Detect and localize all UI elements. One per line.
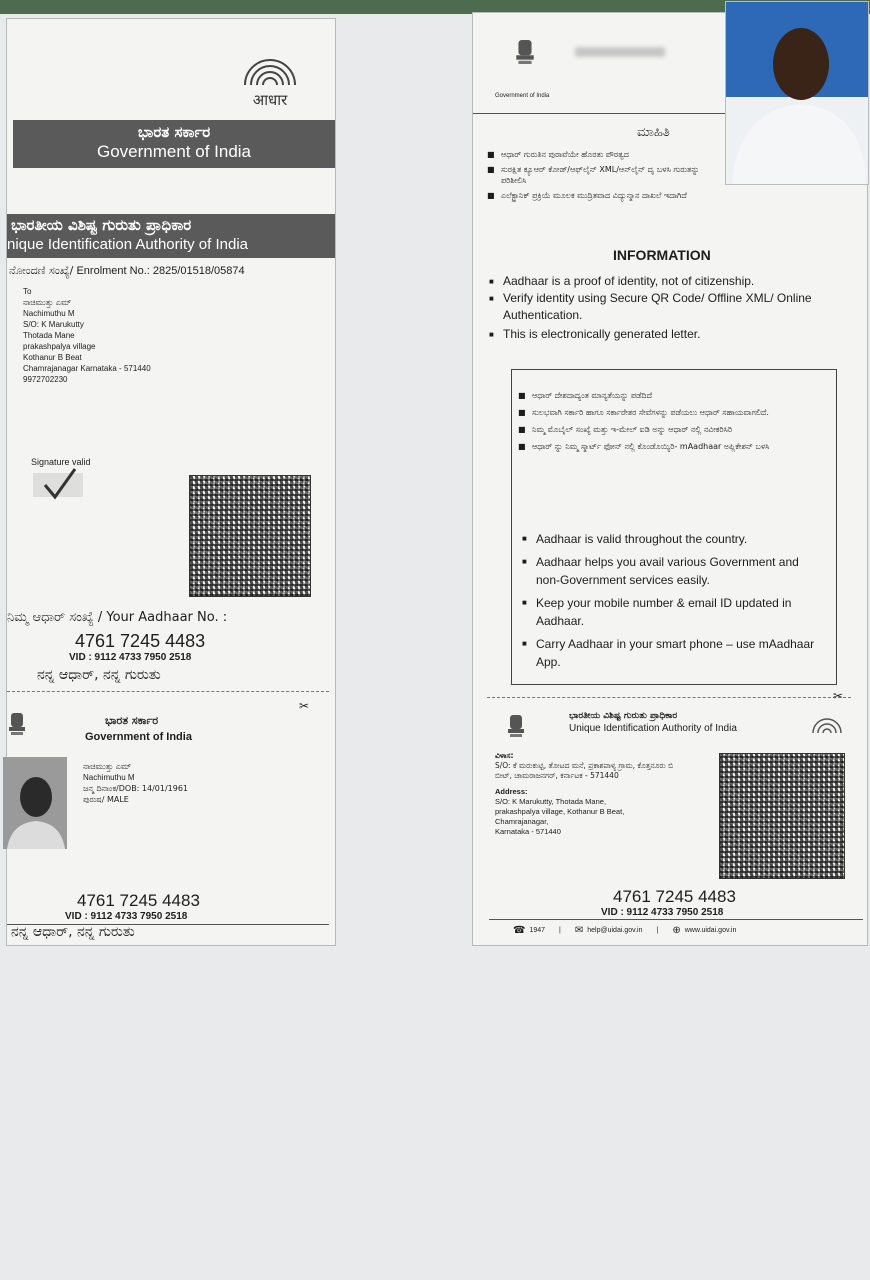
card-dob: ಜನ್ಮ ದಿನಾಂಕ/DOB: 14/01/1961 [83,784,189,793]
info-kannada-item: ■ ಎಲೆಕ್ಟ್ರಾನಿಕ್ ಪ್ರಕ್ರಿಯೆ ಮೂಲಕ ಮುದ್ರಿತವಾದ ವಿದ್ಯುನ್ಮಾನ ದಾಖಲೆ ಇದಾಗಿದೆ [487,190,727,201]
card-gender: ಪುರುಷ/ MALE [83,795,129,804]
footer-web: www.uidai.gov.in [684,927,737,934]
card-details [83,761,283,805]
emblem-caption: Government of India [495,93,550,99]
card-government-kannada: ಭಾರತ ಸರ್ಕಾರ [105,714,159,727]
card-aadhaar-number: 4761 7245 4483 [77,891,200,910]
uidai-band [7,214,335,258]
box-english-item: ■ Carry Aadhaar in your smart phone – use mAadhaar App. [522,635,822,671]
address-kannada-label: ವಿಳಾಸ: [495,751,514,760]
card-divider [489,919,863,920]
emblem-icon [513,37,537,67]
address-line: S/O: K Marukutty, Thotada Mane, [495,797,607,806]
government-english: Government of India [96,142,252,161]
box-kannada-item: ■ ನಿಮ್ಮ ಮೊಬೈಲ್ ಸಂಖ್ಯೆ ಮತ್ತು ಇ-ಮೇಲ್ ಐಡಿ ಅನ್ನು ಆಧಾರ್ ನಲ್ಲಿ ನವೀಕರಿಸಿರಿ [518,424,818,435]
address-kannada: S/O: ಕೆ ಮರುಕುಟ್ಟಿ, ತೋಟದ ಮನೆ, ಪ್ರಕಾಶಪಾಳ್ಯ ಗ್ರಾಮ, ಕೊತ್ತನೂರು ಬಿ ಬೀಟ್, ಚಾಮರಾಜನಗರ್, ಕರ್ನಾಟಕ - 571440 [495,761,674,780]
card-uidai-english: Unique Identification Authority of India [569,723,737,734]
uidai-english: nique Identification Authority of India [7,236,248,253]
address-line: Chamrajanagar, [495,817,549,826]
info-title: INFORMATION [613,247,711,263]
qr-code [189,475,311,597]
enrolment-number: Enrolment No.: 2825/01518/05874 [76,265,245,277]
card-name-english: Nachimuthu M [83,773,135,782]
address-line: Nachimuthu M [23,309,75,318]
emblem-icon [505,713,527,739]
aadhaar-letter-right [472,12,868,946]
address-line: Kothanur B Beat [23,353,82,362]
fingerprint-icon [235,57,305,87]
address-line: prakashpalya village [23,342,96,351]
box-kannada-item: ■ ಆಧಾರ್ ನ್ನು ನಿಮ್ಮ ಸ್ಮಾರ್ಟ್ ಫೋನ್ ನಲ್ಲಿ ಕೊಂಡೊಯ್ಯಿರಿ- mAadhaar ಅಪ್ಲಿಕೇಶನ್ ಬಳಸಿ [518,441,818,452]
address-line: To [23,287,32,296]
box-english-item: ■ Aadhaar helps you avail various Government and non-Government services easily. [522,553,822,589]
aadhaar-logo-small [807,713,847,735]
footer-phone: 1947 [529,927,546,934]
card-name-kannada: ನಾಚಿಮುತ್ತು ಎಮ್ [83,762,132,771]
address-line: 9972702230 [23,375,68,384]
card-vid: VID : 9112 4733 7950 2518 [65,911,188,922]
info-english-item: ■ Aadhaar is a proof of identity, not of citizenship. [489,273,849,290]
box-kannada-item: ■ ಸುಲಭವಾಗಿ ಸರ್ಕಾರಿ ಹಾಗೂ ಸರ್ಕಾರೇತರ ಸೇವೆಗಳನ್ನು ಪಡೆಯಲು ಆಧಾರ್ ಸಹಾಯವಾಗಲಿದೆ. [518,407,818,418]
scissors-icon: ✂ [833,689,844,703]
aadhaar-letter-left [6,18,336,946]
address-line: Karnataka - 571440 [495,827,561,836]
card-uidai-kannada: ಭಾರತೀಯ ವಿಶಿಷ್ಟ ಗುರುತು ಪ್ರಾಧಿಕಾರ [569,711,678,721]
info-english-item: ■ This is electronically generated letter. [489,326,849,343]
enrolment-line [9,264,245,278]
address-line: Thotada Mane [23,331,75,340]
recipient-address [23,286,243,385]
phone-icon: ☎ [513,925,526,936]
card-aadhaar-number: 4761 7245 4483 [613,887,736,906]
box-english-item: ■ Aadhaar is valid throughout the country. [522,530,822,548]
info-kannada-title: ಮಾಹಿತಿ [637,125,670,140]
cut-line [487,697,851,698]
address-line: Chamrajanagar Karnataka - 571440 [23,364,151,373]
box-kannada-list [518,390,818,452]
uidai-kannada: ಭಾರತೀಯ ವಿಶಿಷ್ಟ ಗುರುತು ಪ್ರಾಧಿಕಾರ [11,216,192,234]
email-icon: ✉ [574,925,584,936]
box-english-item: ■ Keep your mobile number & email ID updated in Aadhaar. [522,594,822,630]
holder-photo-large [725,1,869,185]
aadhaar-logo [235,57,305,109]
footer-separator: | [559,927,561,934]
redacted-bar [575,47,665,57]
qr-code [719,753,845,879]
address-line: ನಾಚಿಮುತ್ತು ಎಮ್ [23,298,72,307]
card-slogan: ನನ್ನ ಆಧಾರ್, ನನ್ನ ಗುರುತು [11,924,135,940]
check-mark-icon [31,467,91,501]
card-footer [513,925,863,936]
footer-email: help@uidai.gov.in [587,927,643,934]
info-kannada-item: ■ ಸುರಕ್ಷಿತ ಕ್ಯೂಆರ್ ಕೋಡ್/ಆಫ್‌ಲೈನ್ XML/ಆನ್‌ಲೈನ್ ದೃ ಬಳಸಿ ಗುರುತನ್ನು ಪರಿಶೀಲಿಸಿ [487,164,727,186]
aadhaar-logo-text: आधार [252,91,288,109]
address-english-label: Address: [495,787,528,796]
box-english-list [522,530,822,671]
your-aadhaar-text: ನಿಮ್ಮ ಆಧಾರ್ ಸಂಖ್ಯೆ / Your Aadhaar No. : [7,610,228,625]
info-kannada-item: ■ ಆಧಾರ್ ಗುರುತಿನ ಪುರಾವೆಯೇ ಹೊರತು ಪೌರತ್ವದ [487,149,727,160]
web-icon: ⊕ [672,925,681,936]
info-english-list [489,273,849,343]
address-line: S/O: K Marukutty [23,320,84,329]
government-band [13,120,335,168]
box-kannada-item: ■ ಆಧಾರ್ ದೇಶದಾದ್ಯಂತ ಮಾನ್ಯತೆಯನ್ನು ಪಡೆದಿದೆ [518,390,818,401]
card-vid: VID : 9112 4733 7950 2518 [601,907,724,918]
enrolment-kannada: ನೋಂದಣಿ ಸಂಖ್ಯೆ/ [9,264,74,277]
card-government-english: Government of India [85,731,192,743]
vid-number: VID : 9112 4733 7950 2518 [69,652,192,663]
info-kannada-list [487,149,727,201]
signature-block [31,457,121,507]
scissors-icon: ✂ [299,699,310,713]
holder-photo [3,757,67,849]
info-box [511,369,837,685]
emblem-icon [6,711,28,737]
slogan: ನನ್ನ ಆಧಾರ್, ನನ್ನ ಗುರುತು [37,667,161,683]
signature-valid-label: Signature valid [31,457,91,467]
header-divider [473,113,725,114]
info-english-item: ■ Verify identity using Secure QR Code/ Offline XML/ Online Authentication. [489,290,849,324]
card-address-block [495,751,685,837]
your-aadhaar-label [7,609,227,625]
aadhaar-number: 4761 7245 4483 [75,631,206,651]
cut-line [7,691,329,692]
footer-separator: | [656,927,659,934]
government-kannada: ಭಾರತ ಸರ್ಕಾರ [137,123,211,141]
address-line: prakashpalya village, Kothanur B Beat, [495,807,625,816]
